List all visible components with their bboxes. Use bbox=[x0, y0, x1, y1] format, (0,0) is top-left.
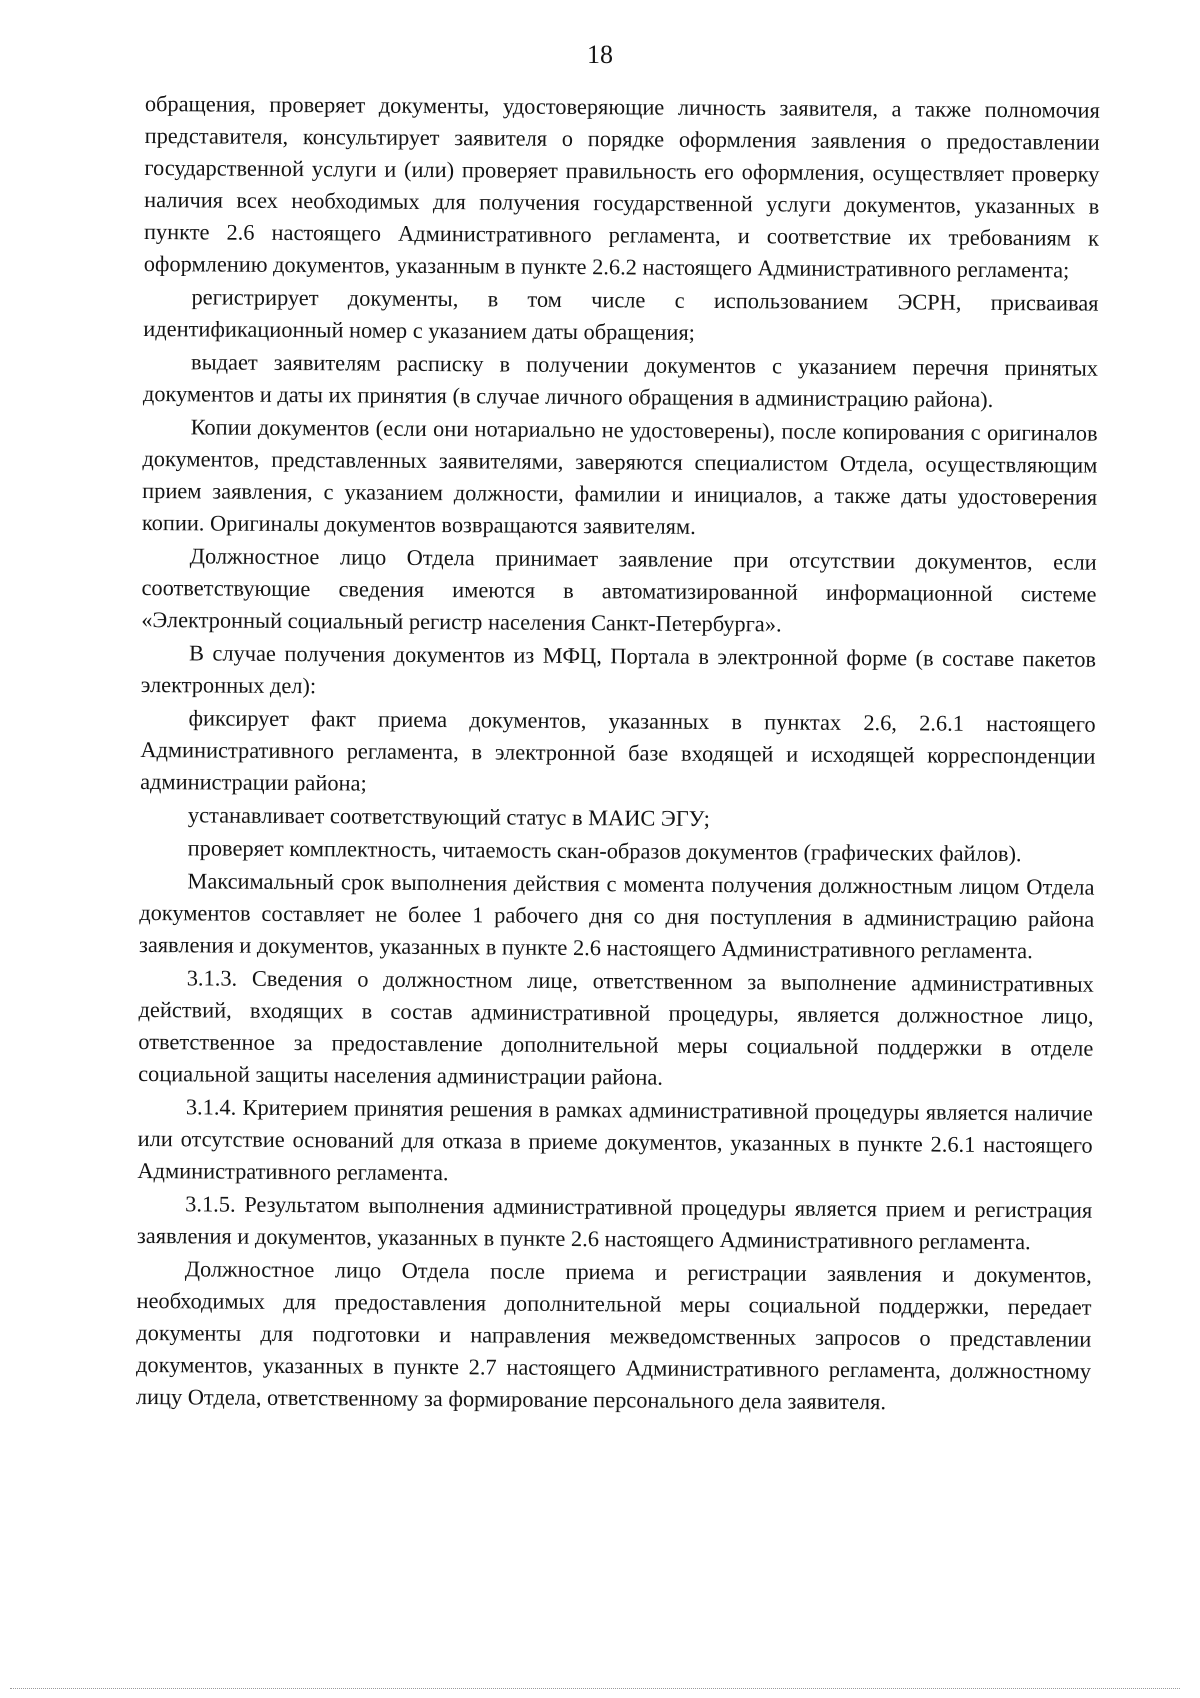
paragraph-transfer-documents: Должностное лицо Отдела после приема и регистрации заявления и документов, необходимых для предоставления дополнительной меры социальной поддержки, передает документы для подготовки и направления межведомственных запросов о представлении документов, указанных в пункте 2.7 настоящего Административного регламента, должностному лицу Отдела, ответственному за формирование персонального дела заявителя. bbox=[135, 1256, 1092, 1415]
paragraph-register-documents: регистрирует документы, в том числе с использованием ЭСРН, присваивая идентификационный номер с указанием даты обращения; bbox=[143, 284, 1099, 345]
paragraph-section-3-1-3: 3.1.3. Сведения о должностном лице, ответственном за выполнение административных действий, входящих в состав административной процедуры, является должностное лицо, ответственное за предоставление дополнительной меры социальной поддержки в отделе социальной защиты населения администрации района. bbox=[138, 965, 1094, 1090]
paragraph-accept-without-documents: Должностное лицо Отдела принимает заявление при отсутствии документов, если соответствующие сведения имеются в автоматизированной информационной системе «Электронный социальный регистр населения Санкт-Петербурга». bbox=[141, 543, 1097, 637]
paragraph-set-status: устанавливает соответствующий статус в МАИС ЭГУ; bbox=[187, 802, 711, 831]
paragraph-record-receipt: фиксирует факт приема документов, указанных в пунктах 2.6, 2.6.1 настоящего Административного регламента, в электронной базе входящей и исходящей корреспонденции администрации района; bbox=[140, 705, 1096, 796]
paragraph-applicant-document-check: обращения, проверяет документы, удостоверяющие личность заявителя, а также полномочия представителя, консультирует заявителя о порядке оформления заявления о предоставлении государственной услуги и (или) проверяет правильность его оформления, осуществляет проверку наличия всех необходимых для получения государственной услуги документов, указанных в пункте 2.6 настоящего Административного регламента, и соответствие их требованиям к оформлению документов, указанным в пункте 2.6.2 настоящего Административного регламента; bbox=[143, 90, 1100, 283]
paragraph-section-3-1-5: 3.1.5. Результатом выполнения административной процедуры является прием и регистрация заявления и документов, указанных в пункте 2.6 настоящего Административного регламента. bbox=[136, 1191, 1093, 1255]
paragraph-section-3-1-4: 3.1.4. Критерием принятия решения в рамках административной процедуры является наличие или отсутствие оснований для отказа в приеме документов, указанных в пункте 2.6.1 настоящего Административного регламента. bbox=[137, 1094, 1093, 1186]
scan-edge-line bbox=[10, 1688, 1180, 1689]
paragraph-issue-receipt: выдает заявителям расписку в получении документов с указанием перечня принятых документов и даты их принятия (в случае личного обращения в администрацию района). bbox=[142, 349, 1099, 412]
paragraph-electronic-receipt: В случае получения документов из МФЦ, Портала в электронной форме (в составе пакетов электронных дел): bbox=[140, 640, 1097, 699]
page-number: 18 bbox=[587, 40, 613, 69]
paragraph-maximum-term: Максимальный срок выполнения действия с момента получения должностным лицом Отдела документов составляет не более 1 рабочего дня со дня поступления в администрацию района заявления и документов, указанных в пункте 2.6 настоящего Административного регламента. bbox=[138, 868, 1095, 964]
paragraph-check-completeness: проверяет комплектность, читаемость скан-образов документов (графических файлов). bbox=[187, 835, 1022, 867]
document-body bbox=[136, 88, 1100, 1420]
paragraph-document-copies: Копии документов (если они нотариально не удостоверены), после копирования с оригиналов документов, представленных заявителями, заверяются специалистом Отдела, осуществляющим прием заявления, с указанием должности, фамилии и инициалов, а также даты удостоверения копии. Оригиналы документов возвращаются заявителям. bbox=[141, 414, 1098, 539]
